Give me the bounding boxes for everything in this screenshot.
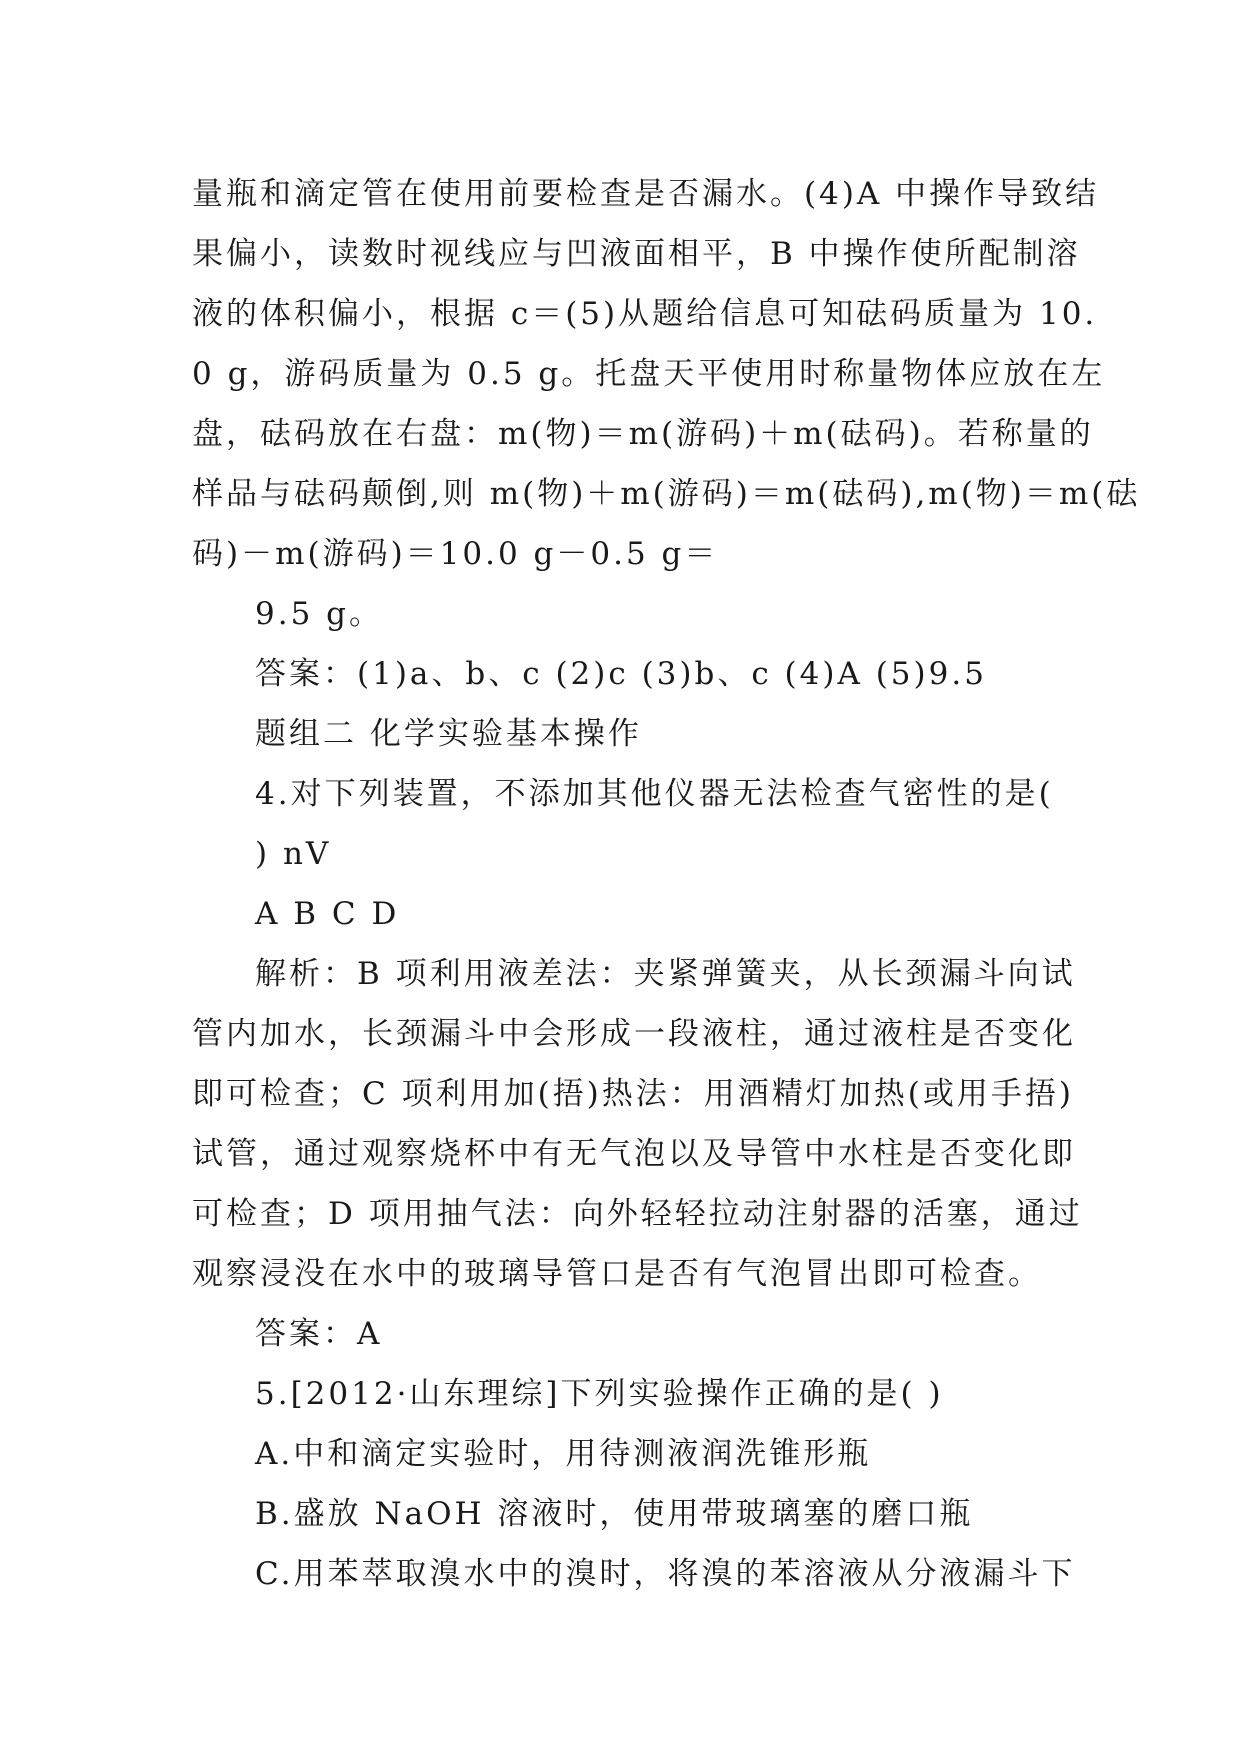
text-line: 样品与砝码颠倒,则 m(物)＋m(游码)＝m(砝码),m(物)＝m(砝 [192, 476, 1141, 512]
answer-line: 答案：A [255, 1316, 383, 1352]
section-heading: 题组二 化学实验基本操作 [255, 716, 642, 752]
text-line: 盘，砝码放在右盘：m(物)＝m(游码)＋m(砝码)。若称量的 [192, 416, 1094, 452]
document-body [192, 164, 1141, 1604]
text-line: 液的体积偏小，根据 c＝(5)从题给信息可知砝码质量为 10. [192, 296, 1098, 332]
text-line: 0 g，游码质量为 0.5 g。托盘天平使用时称量物体应放在左 [192, 356, 1106, 392]
text-line: 管内加水，长颈漏斗中会形成一段液柱，通过液柱是否变化 [192, 1016, 1076, 1052]
text-line: 码)－m(游码)＝10.0 g－0.5 g＝ [192, 536, 719, 572]
answer-line: 答案：(1)a、b、c (2)c (3)b、c (4)A (5)9.5 [255, 656, 987, 692]
text-line: 9.5 g。 [255, 596, 383, 632]
text-line: 观察浸没在水中的玻璃导管口是否有气泡冒出即可检查。 [192, 1256, 1042, 1292]
option-b: B.盛放 NaOH 溶液时，使用带玻璃塞的磨口瓶 [255, 1496, 974, 1532]
question-5: 5.[2012·山东理综]下列实验操作正确的是( ) [255, 1376, 944, 1412]
text-line: 试管，通过观察烧杯中有无气泡以及导管中水柱是否变化即 [192, 1136, 1076, 1172]
option-labels: A B C D [255, 896, 400, 932]
text-line: ) nV [255, 836, 332, 872]
text-line: 量瓶和滴定管在使用前要检查是否漏水。(4)A 中操作导致结 [192, 176, 1100, 212]
text-line: 即可检查；C 项利用加(捂)热法：用酒精灯加热(或用手捂) [192, 1076, 1074, 1112]
analysis-line: 解析：B 项利用液差法：夹紧弹簧夹，从长颈漏斗向试 [255, 956, 1076, 992]
text-line: 可检查；D 项用抽气法：向外轻轻拉动注射器的活塞，通过 [192, 1196, 1083, 1232]
option-a: A.中和滴定实验时，用待测液润洗锥形瓶 [255, 1436, 872, 1472]
option-c: C.用苯萃取溴水中的溴时，将溴的苯溶液从分液漏斗下 [255, 1556, 1076, 1592]
text-line: 果偏小，读数时视线应与凹液面相平，B 中操作使所配制溶 [192, 236, 1081, 272]
question-4: 4.对下列装置，不添加其他仪器无法检查气密性的是( [255, 776, 1054, 812]
